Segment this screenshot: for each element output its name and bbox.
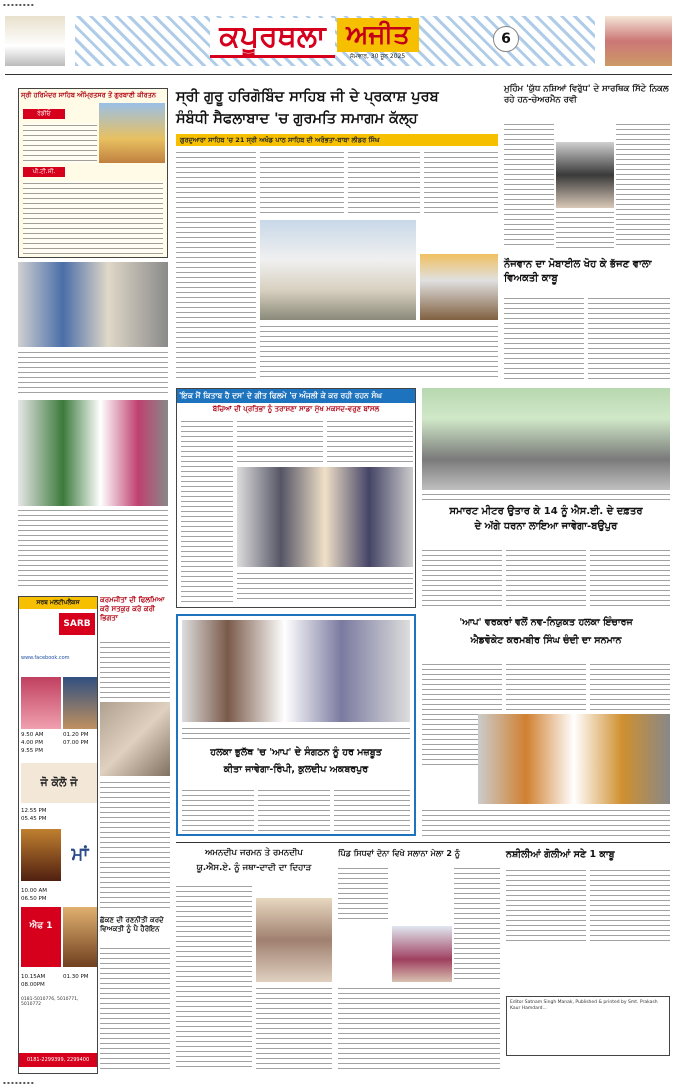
page-number: 6 [493,26,519,52]
print-slug: ▪ ▪ ▪ ▪ ▪ ▪ ▪ ▪ [3,2,34,7]
dharna-body-2 [506,548,586,608]
showtime: 01.30 PM [63,974,89,980]
aap-headline-1: ਹਲਕਾ ਭੁਲੱਥ 'ਚ 'ਆਪ' ਦੇ ਸੰਗਠਨ ਨੂੰ ਹਰ ਮਜ਼ਬੂਤ [210,747,382,758]
mobile-story-col-2 [588,296,670,380]
poster-2 [63,677,97,729]
honour-headline-2: ਐਡਵੋਕੇਟ ਕਰਮਬੀਰ ਸਿੰਘ ਚੰਦੀ ਦਾ ਸਨਮਾਨ [470,635,622,646]
cinema-ad [18,596,98,1074]
cinema-brand: ਸਰਬ ਮਲਟੀਪਲੈਕਸ [19,597,97,609]
left-story-2-headline: ਛੱਕਣ ਦੀ ਰਣਨੀਤੀ ਕਰਦੇ ਵਿਅਕਤੀ ਨੂੰ ਪੈ ਹੈਰੋਇਨ [100,916,164,933]
film-story-body-1 [181,419,233,603]
honour-photo [478,714,670,804]
film-photo-caption [237,571,413,603]
main-headline [176,86,498,132]
main-subhead: ਗੁਰਦੁਆਰਾ ਸਾਹਿਬ 'ਚ 21 ਸ੍ਰੀ ਅਖੰਡ ਪਾਠ ਸਾਹਿਬ ਦੀ ਅਰੰਭਤਾ-ਬਾਬਾ ਲੀਡਰ ਸਿੰਘ [176,134,498,146]
award-caption-2 [18,508,168,588]
aap-body-2 [258,788,330,832]
baba-leader-photo [420,254,498,320]
showtime: 06.50 PM [21,896,47,902]
film-title-jo: ਜੋ ਕੋਲੋ ਜੋ [21,763,97,803]
film-team-photo [237,467,413,567]
aap-meeting-photo [182,620,410,722]
city-name: ਕਪੂਰਥਲਾ [219,19,326,54]
main-story-col-3 [348,150,420,216]
main-story-col-2 [260,150,344,216]
honour-body-2 [506,662,586,712]
dharna-body-1 [422,548,502,608]
main-story-bottom [260,324,498,380]
showtimes-5 [21,973,61,989]
gurdwara-illustration [5,16,65,66]
showtime: 10.15AM [21,974,46,980]
showtimes-4 [21,887,61,903]
bottom-story-2-headline: ਪਿੰਡ ਸਿਧਵਾਂ ਦੋਨਾ ਵਿਖੇ ਸਲਾਨਾ ਮੇਲਾ 2 ਨੂੰ [338,849,460,858]
drug-story-col-2 [616,122,670,248]
radio-badge: ਰੇਡੀਓ [23,109,65,119]
poster-1 [21,677,61,729]
left-story-body [100,640,170,698]
drug-campaign-headline: ਮੁਹਿੰਮ 'ਯੁੱਧ ਨਸ਼ਿਆਂ ਵਿਰੁੱਧ' ਦੇ ਸਾਰਥਿਕ ਸਿੱਟੇ ਨਿਕਲ ਰਹੇ ਹਨ-ਚੇਅਰਮੈਨ ਰਵੀ [504,84,669,105]
tv-schedule-text [23,181,163,255]
aap-body-3 [334,788,410,832]
bottom-story-3-headline: ਨਸ਼ੀਲੀਆਂ ਗੋਲੀਆਂ ਸਣੇ 1 ਕਾਬੂ [506,849,615,860]
aap-headline [182,744,410,784]
bottom-story-1-body [176,884,252,1070]
aap-headline-2: ਕੀਤਾ ਜਾਵੇਗਾ-ਰਿੰਪੀ, ਕੁਲਦੀਪ ਅਕਬਰਪੁਰ [223,764,369,775]
bottom-story-2-body-3 [338,986,500,1070]
print-footer: ▪ ▪ ▪ ▪ ▪ ▪ ▪ ▪ [3,1080,34,1085]
bottom-story-2-body [338,866,388,920]
dharna-body-3 [590,548,670,608]
showtime: 10.00 AM [21,888,48,894]
main-story-col-4 [424,150,498,216]
film-story-box [176,388,416,608]
gurdwara-photo [260,220,416,320]
poster-3 [21,829,61,881]
honour-headline [422,614,670,658]
showtimes-2 [63,731,97,747]
radio-schedule-text [23,123,97,163]
kirtan-ad-title: ਸ੍ਰੀ ਹਰਿਮੰਦਰ ਸਾਹਿਬ ਅੰਮ੍ਰਿਤਸਰ ਤੋਂ ਗੁਰਬਾਣੀ ਕੀਰਤਨ [21,91,156,99]
bottom-story-1-body-2 [256,986,332,1070]
poster-f1: ਐਫ 1 [21,907,61,967]
sarb-logo: SARB [59,613,95,635]
left-story-body-2 [100,780,170,910]
farmers-photo-caption [422,492,670,500]
aap-photo-caption [182,726,410,740]
bottom-story-1-line-1: ਅਮਨਦੀਪ ਜਰਮਨ ਤੇ ਰਮਨਦੀਪ [205,848,303,858]
film-story-body-3 [327,419,413,463]
bottom-story-1-line-2: ਯੂ.ਐਸ.ਏ. ਨੂੰ ਜਥਾ-ਦਾਦੀ ਦਾ ਦਿਹਾੜ [196,863,312,873]
honour-body-3 [590,662,670,712]
showtime: 12.55 PM [21,808,47,814]
farmers-group-photo [422,388,670,490]
showtime: 4.00 PM [21,740,44,746]
bottom-story-3-body-1 [506,868,586,942]
showtime: 9.50 AM [21,732,44,738]
aap-body-1 [182,788,254,832]
injured-man-photo [100,702,170,776]
main-headline-line-1: ਸ੍ਰੀ ਗੁਰੂ ਹਰਿਗੋਬਿੰਦ ਸਾਹਿਬ ਜੀ ਦੇ ਪ੍ਰਕਾਸ਼ ਪੁਰਬ [176,89,439,105]
dharna-headline [422,504,670,544]
drug-story-col-mid [556,210,614,248]
drug-story-col-1 [504,122,554,248]
showtime: 08.00PM [21,982,45,988]
bottom-story-3-body-2 [590,868,670,942]
imprint-box [506,996,670,1056]
bottom-divider [176,842,670,843]
main-story-col-1 [176,150,256,378]
cinema-phone-2: 0181-2299399, 2299400 [19,1053,97,1067]
film-story-headline: 'ਇਕ ਮੈਂ ਕਿਤਾਬ ਹੈ ਦਸ' ਦੇ ਗੀਤ ਫਿਲਮੇ 'ਚ ਅੰਜਲੀ ਕੇ ਕਰ ਰਹੀ ਰਹਨ ਸੰਘ [177,389,415,403]
honour-caption [422,808,670,836]
kirtan-schedule-ad [18,88,168,258]
header-divider [5,74,672,75]
poster-4 [63,907,97,967]
showtime: 01.20 PM [63,732,89,738]
left-story-2-body [100,946,170,1072]
chairman-photo [556,142,614,208]
brand-name: ਅਜੀਤ [346,20,410,50]
cinema-phone: 0181-5010776, 5010771, 5010772 [21,997,79,1007]
bottom-story-1-headline [176,846,332,880]
award-photo-2 [18,400,168,506]
main-headline-line-2: ਸੰਬੰਧੀ ਸੈਫਲਾਬਾਦ 'ਚ ਗੁਰਮਤਿ ਸਮਾਗਮ ਕੱਲ੍ਹ [176,111,418,127]
award-caption-1 [18,350,168,396]
showtime: 07.00 PM [63,740,89,746]
bottom-story-2-body-2 [454,866,500,982]
film-title-maa: ਮਾਂ [71,844,89,865]
tv-badge: ਪੀ.ਟੀ.ਸੀ. [23,167,65,177]
dharna-headline-2: ਦੇ ਅੱਗੇ ਧਰਨਾ ਲਾਇਆ ਜਾਵੇਗਾ-ਬਉਪੁਰ [474,521,618,532]
masthead [5,10,672,70]
dharna-headline-1: ਸਮਾਰਟ ਮੀਟਰ ਉਤਾਰ ਕੇ 14 ਨੂੰ ਐਸ.ਈ. ਦੇ ਦਫ਼ਤਰ [449,506,643,517]
city-logo [210,18,335,58]
golden-temple-photo [99,103,165,163]
showtime: 05.45 PM [21,816,47,822]
showtime: 9.55 PM [21,748,44,754]
woman-photo [392,926,452,982]
brand-logo [337,18,419,52]
mobile-snatch-headline: ਨੌਜਵਾਨ ਦਾ ਮੋਬਾਈਲ ਖੋਹ ਕੇ ਭੱਜਣ ਵਾਲਾ ਵਿਅਕਤੀ ਕਾਬੂ [504,259,652,284]
left-story-headline: ਕਰਮਜੀਤਾਂ ਦੀ ਫਿਲਮਿਆ ਕਰੋ ਸਤਕੁਰ ਕਰੇ ਕਰੀ ਭਿਗਤਾ [100,596,165,622]
imprint-text: Editor Satnam Singh Manak, Published & printed by Smt. Prakash Kaur Hamdard... [510,1000,658,1011]
film-story-subhead: ਬੱਚਿਆਂ ਦੀ ਪ੍ਰਤਿਭਾ ਨੂੰ ਤਰਾਸ਼ਣਾ ਸਾਡਾ ਮੁੱਖ ਮਕਸਦ-ਵਰੁਣ ਬਾਂਸਲ [212,405,380,413]
showtimes-3 [21,807,61,823]
website-link[interactable]: www.facebook.com [21,655,70,661]
film-story-body-2 [237,419,323,463]
mobile-story-col-1 [504,296,584,380]
grandmother-photo [256,898,332,982]
award-photo-1 [18,262,168,347]
honour-headline-1: 'ਆਪ' ਵਰਕਰਾਂ ਵਲੋਂ ਨਵ-ਨਿਯੁਕਤ ਹਲਕਾ ਇੰਚਾਰਜ [459,617,633,628]
palace-illustration [605,16,672,66]
issue-date: ਸੋਮਵਾਰ, 30 ਜੂਨ 2025 [349,53,406,60]
showtimes-1 [21,731,61,755]
aap-meeting-box [176,614,416,836]
